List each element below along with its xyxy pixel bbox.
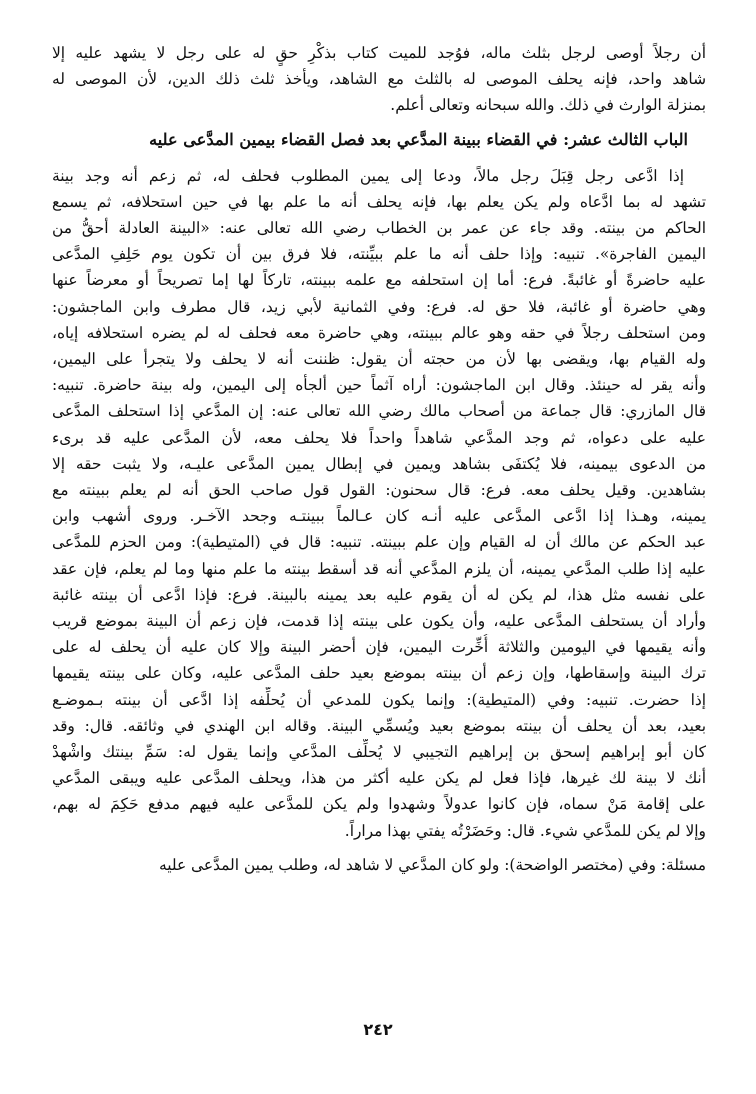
text-line: مسئلة: وفي (مختصر الواضحة): ولو كان المدَّعي لا شاهد له، وطلب يمين المدَّعى عليه bbox=[158, 855, 706, 874]
text-line: تشهد له بما ادَّعاه ولم يكن يعلم بها، فإنه يحلف أنه ما علم بها في حين استحلافه، ثم يسمع bbox=[52, 192, 706, 211]
text-line: على إقامة مَنْ سماه، فإن كانوا عدولاً وشهدوا ولم يكن للمدَّعى عليه فيهم مدفع حَكِمَ له بهم، bbox=[52, 795, 706, 814]
page-number: ٢٤٢ bbox=[363, 1020, 393, 1039]
chapter-heading: الباب الثالث عشر: في القضاء ببينة المدَّعي بعد فصل القضاء بيمين المدَّعى عليه bbox=[149, 129, 688, 149]
text-line: وإلا لم يكن للمدَّعي شيء. قال: وحَضَرْتُه يفتي بهذا مراراً. bbox=[344, 821, 706, 840]
text-line: كان أبو إبراهيم إسحق بن إبراهيم التجيبي لا يُحلِّف المدَّعي وإنما يقول له: سَمِّ بينتك واشْهدْ bbox=[52, 743, 706, 762]
text-line: ترك البينة وإسقاطها، وإن زعم أن بينته بموضع بعيد حلف المدَّعى عليه، وكان على بينته يقيمها bbox=[52, 664, 706, 683]
text-line: عليه على دعواه، ثم وجد المدَّعي شاهداً واحداً فلا يحلف معه، لأن المدَّعى عليه قد برىء bbox=[52, 428, 706, 447]
text-line: ومن استحلف رجلاً في حقه وهو عالم ببينته، وهي حاضرة معه فحلف له لم يضره استحلافه إياه، bbox=[52, 323, 706, 342]
text-line: أنك لا بينة لك غيرها، فإذا فعل لم يكن عليه أكثر من هذا، ويحلف المدَّعى عليه ويبقى المدَّعي bbox=[52, 769, 706, 788]
text-line: بشاهدين. وقيل يحلف معه. فرع: قال سحنون: القول قول صاحب الحق أنه لم يعلم ببينته مع bbox=[52, 481, 706, 500]
text-line: على نفسه مثل هذا، لم يكن له أن يقوم عليه بعد يمينه بالبينة. فرع: فإذا ادَّعى أن بينته غائبة bbox=[52, 585, 706, 604]
text-line: قال المازري: قال جماعة من أصحاب مالك رضي الله تعالى عنه: إن المدَّعي إذا استحلف المدَّعى bbox=[52, 402, 706, 421]
page-text-block bbox=[52, 40, 706, 878]
text-line: إذا حضرت. تنبيه: وفي (المتيطية): وإنما يكون للمدعي أن يُحلِّفه إذا ادَّعى أن بينته بـموضـع bbox=[52, 690, 706, 709]
text-line: عليه حاضرةً أو غائبةً. فرع: أما إن استحلفه مع علمه ببينته، تاركاً لها إما تصريحاً أو معرضاً عنها bbox=[52, 271, 706, 290]
text-line: عبد الحكم عن مالك أن له القيام وإن علم ببينته. تنبيه: قال في (المتيطية): ومن الحزم للمدَّعى bbox=[52, 533, 706, 552]
text-line: وله القيام بها، ويقضى بها لأن من حجته أن يقول: ظننت أنه لا يحلف ولا يتجرأ على اليمين، bbox=[52, 350, 706, 369]
text-line: بمنزلة الوارث في ذلك. والله سبحانه وتعالى أعلم. bbox=[390, 96, 706, 115]
text-line: وأنه يقيمها في اليومين والثلاثة أُخِّرت اليمين، فإن أحضر البينة وإلا كان عليه أن يحلف له على bbox=[52, 638, 706, 657]
text-line: وهي حاضرة أو غائبة، فلا حق له. فرع: وفي الثمانية لأبي زيد، قال مطرف وابن الماجشون: bbox=[52, 297, 706, 316]
text-line: وأراد أن يستحلف المدَّعى عليه، وأن يكون على بينته إذا قدمت، فإن زعم أن البينة بموضع قريب bbox=[52, 612, 706, 631]
text-line: شاهد واحد، فإنه يحلف الموصى له بالثلث مع الشاهد، ويأخذ ثلث ذلك الدين، لأن الموصى له bbox=[52, 70, 706, 89]
text-line: الحاكم من بينته. وقد جاء عن عمر بن الخطاب رضي الله تعالى عنه: «البينة العادلة أحقُّ من bbox=[52, 219, 706, 238]
text-line: أن رجلاً أوصى لرجل بثلث ماله، فوُجد للميت كتاب بذكْرِ حقٍ له على رجل لا يشهد عليه إلا bbox=[52, 44, 706, 62]
text-line: اليمين الفاجرة». تنبيه: وإذا حلف أنه ما علم ببيِّنته، فلا فرق بين أن تكون يوم حَلِفِ المدَّعى bbox=[52, 245, 706, 264]
text-line: إذا ادَّعى رجل قِبَلَ رجل مالاً، ودعا إلى يمين المطلوب فحلف له، ثم زعم أنه وجد بينة bbox=[52, 166, 684, 185]
text-line: عليه إذا طلب المدَّعي يمينه، أن يلزم المدَّعي أنه قد أسقط بينته ما علم منها وما لم يعلم، فإن عقد bbox=[52, 559, 706, 578]
chapter-body-paragraph bbox=[52, 163, 706, 844]
question-paragraph bbox=[52, 852, 706, 878]
intro-paragraph bbox=[52, 40, 706, 119]
text-line: من الدعوى بيمينه، فلا يُكتفَى بشاهد ويمين في إبطال يمين المدَّعى عليـه، ولا يثبت حقه إلا bbox=[52, 454, 706, 473]
text-line: بعيد، بعد أن يحلف أن بينته بموضع بعيد ويُسمِّي البينة. وقاله ابن الهندي في وثائقه. قال: وقد bbox=[52, 716, 706, 735]
text-line: وأنه يقر له حينئذ. وقال ابن الماجشون: أراه آثماً حين ألجأه إلى اليمين، وله بينة حاضرة. تنبيه: bbox=[52, 376, 706, 395]
text-line: يمينه، وهـذا إذا ادَّعى المدَّعى عليه أنـه كان عـالماً ببينتـه وجحد الآخـر. وروى أشهب وابن bbox=[52, 507, 706, 526]
